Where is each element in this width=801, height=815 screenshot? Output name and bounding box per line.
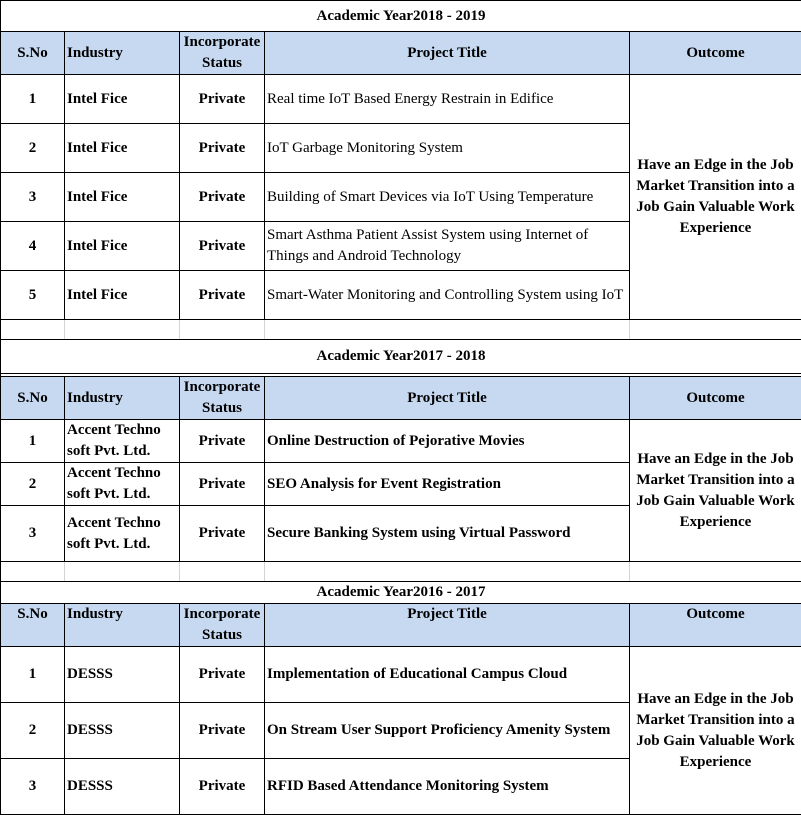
spacer-row (1, 320, 801, 340)
section-title-row (1, 340, 801, 374)
header-row (1, 604, 801, 647)
cell-industry: DESSS (65, 703, 180, 759)
cell-project: Real time IoT Based Energy Restrain in Edifice (265, 75, 630, 124)
header-sno: S.No (1, 32, 65, 75)
cell-sno: 3 (1, 506, 65, 562)
cell-sno: 2 (1, 463, 65, 506)
cell-outcome: Have an Edge in the Job Market Transition into a Job Gain Valuable Work Experience (630, 647, 801, 815)
cell-status: Private (180, 759, 265, 815)
cell-industry: Intel Fice (65, 173, 180, 222)
cell-sno: 1 (1, 647, 65, 703)
cell-industry: Intel Fice (65, 271, 180, 320)
cell-sno: 3 (1, 759, 65, 815)
table-row (1, 420, 801, 463)
cell-sno: 2 (1, 703, 65, 759)
cell-status: Private (180, 703, 265, 759)
section-title-row (1, 1, 801, 32)
cell-project: Building of Smart Devices via IoT Using Temperature (265, 173, 630, 222)
header-outcome: Outcome (630, 32, 801, 75)
cell-status: Private (180, 75, 265, 124)
cell-industry: Accent Techno soft Pvt. Ltd. (65, 506, 180, 562)
header-outcome: Outcome (630, 604, 801, 647)
cell-sno: 4 (1, 222, 65, 271)
cell-status: Private (180, 222, 265, 271)
cell-project: Smart-Water Monitoring and Controlling System using IoT (265, 271, 630, 320)
cell-industry: Intel Fice (65, 75, 180, 124)
cell-sno: 3 (1, 173, 65, 222)
cell-status: Private (180, 463, 265, 506)
cell-sno: 5 (1, 271, 65, 320)
section-title: Academic Year2016 - 2017 (1, 582, 801, 604)
cell-industry: DESSS (65, 759, 180, 815)
table-row (1, 75, 801, 124)
header-industry: Industry (65, 32, 180, 75)
header-row (1, 32, 801, 75)
header-status: Incorporate Status (180, 377, 265, 420)
header-sno: S.No (1, 377, 65, 420)
cell-status: Private (180, 647, 265, 703)
header-industry: Industry (65, 604, 180, 647)
header-project: Project Title (265, 377, 630, 420)
section-title: Academic Year2017 - 2018 (1, 340, 801, 374)
cell-project: Secure Banking System using Virtual Password (265, 506, 630, 562)
cell-project: SEO Analysis for Event Registration (265, 463, 630, 506)
header-sno: S.No (1, 604, 65, 647)
cell-industry: Accent Techno soft Pvt. Ltd. (65, 420, 180, 463)
cell-project: IoT Garbage Monitoring System (265, 124, 630, 173)
cell-industry: Intel Fice (65, 222, 180, 271)
cell-industry: Accent Techno soft Pvt. Ltd. (65, 463, 180, 506)
header-status: Incorporate Status (180, 32, 265, 75)
table-row (1, 647, 801, 703)
header-status: Incorporate Status (180, 604, 265, 647)
spacer-row (1, 562, 801, 582)
cell-status: Private (180, 271, 265, 320)
cell-outcome: Have an Edge in the Job Market Transition into a Job Gain Valuable Work Experience (630, 420, 801, 562)
section-title: Academic Year2018 - 2019 (1, 1, 801, 32)
cell-industry: DESSS (65, 647, 180, 703)
header-industry: Industry (65, 377, 180, 420)
cell-project: Smart Asthma Patient Assist System using Internet of Things and Android Technology (265, 222, 630, 271)
cell-project: RFID Based Attendance Monitoring System (265, 759, 630, 815)
header-project: Project Title (265, 32, 630, 75)
cell-project: Implementation of Educational Campus Cloud (265, 647, 630, 703)
cell-project: Online Destruction of Pejorative Movies (265, 420, 630, 463)
header-row (1, 377, 801, 420)
header-project: Project Title (265, 604, 630, 647)
cell-project: On Stream User Support Proficiency Amenity System (265, 703, 630, 759)
cell-sno: 2 (1, 124, 65, 173)
header-outcome: Outcome (630, 377, 801, 420)
cell-status: Private (180, 420, 265, 463)
cell-sno: 1 (1, 420, 65, 463)
cell-sno: 1 (1, 75, 65, 124)
cell-status: Private (180, 124, 265, 173)
section-title-row (1, 582, 801, 604)
cell-status: Private (180, 506, 265, 562)
cell-outcome: Have an Edge in the Job Market Transition into a Job Gain Valuable Work Experience (630, 75, 801, 320)
cell-industry: Intel Fice (65, 124, 180, 173)
cell-status: Private (180, 173, 265, 222)
